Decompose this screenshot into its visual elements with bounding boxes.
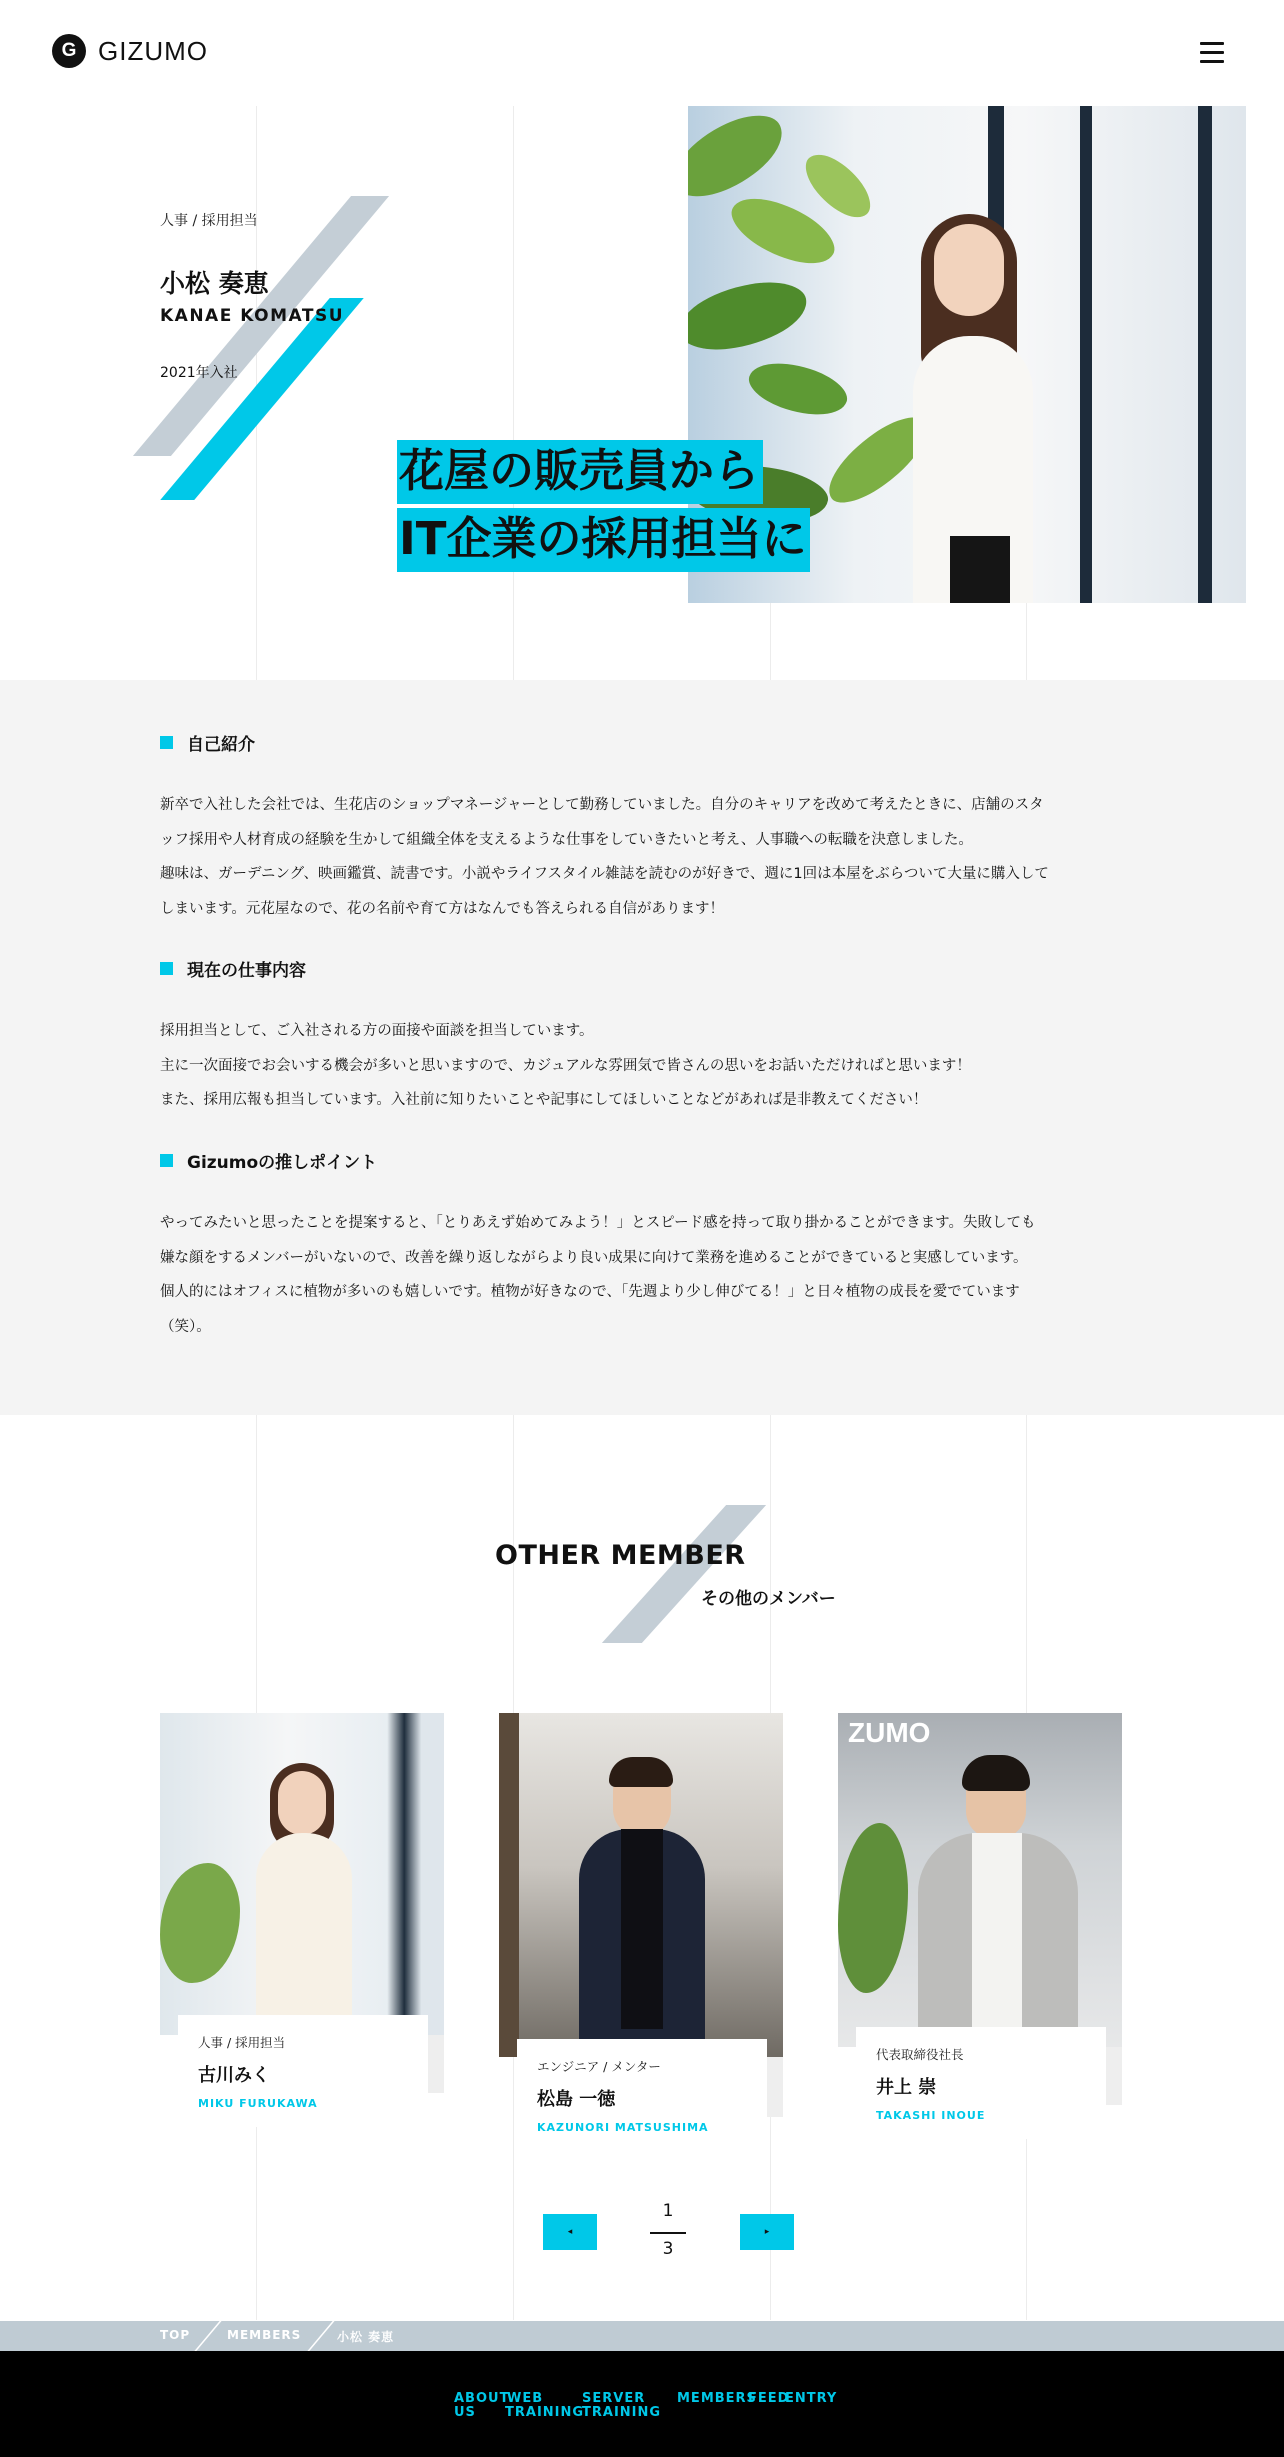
- body-line: 嫌な顔をするメンバーがいないので、改善を繰り返しながらより良い成果に向けて業務を進めることができていると実感しています。: [160, 1249, 1028, 1266]
- member-card[interactable]: [160, 1713, 460, 2148]
- member-role: エンジニア / メンター: [537, 2059, 661, 2074]
- logo-text: GIZUMO: [98, 35, 208, 66]
- body-line: ッフ採用や人材育成の経験を生かして組織全体を支えるような仕事をしていきたいと考え、人事職への転職を決意しました。: [160, 831, 973, 848]
- footer-link-server-training[interactable]: SERVER TRAINING: [582, 2391, 662, 2420]
- member-name: 古川みく: [198, 2065, 270, 2086]
- section-heading: 自己紹介: [160, 730, 255, 755]
- member-photo: [160, 1713, 444, 2035]
- hero-section: [0, 106, 1284, 680]
- prev-arrow-icon[interactable]: ◂: [543, 2214, 597, 2250]
- section-body: [160, 788, 1120, 926]
- pager-current: 1: [662, 2201, 674, 2221]
- member-name-roman: KAZUNORI MATSUSHIMA: [537, 2121, 709, 2134]
- footer-link-entry[interactable]: ENTRY: [785, 2391, 838, 2406]
- breadcrumb-members[interactable]: MEMBERS: [227, 2328, 302, 2342]
- section-heading: 現在の仕事内容: [160, 956, 306, 981]
- hero-joined-year: 2021年入社: [160, 365, 238, 381]
- footer-link-members[interactable]: MEMBERS: [677, 2391, 757, 2406]
- footer-link-web-training[interactable]: WEB TRAINING: [505, 2391, 585, 2420]
- site-footer: [0, 2351, 1284, 2457]
- footer-link-about-us[interactable]: ABOUT US: [454, 2391, 510, 2420]
- member-role: 人事 / 採用担当: [198, 2035, 286, 2050]
- member-card[interactable]: [499, 1713, 799, 2168]
- body-line: 個人的にはオフィスに植物が多いのも嬉しいです。植物が好きなので、「先週より少し伸びてる！」と日々植物の成長を愛でています: [160, 1284, 1020, 1300]
- hero-name: 小松 奏恵: [160, 269, 269, 298]
- site-header: [0, 0, 1284, 106]
- body-line: 新卒で入社した会社では、生花店のショップマネージャーとして勤務していました。自分のキャリアを改めて考えたときに、店舗のスタ: [160, 797, 1044, 813]
- profile-section: [0, 680, 1284, 1415]
- accent-stripe: [602, 1505, 766, 1643]
- section-heading: Gizumoの推しポイント: [160, 1148, 377, 1173]
- hamburger-icon[interactable]: [1200, 42, 1224, 64]
- pager-total: 3: [662, 2239, 674, 2259]
- body-line: 趣味は、ガーデニング、映画鑑賞、読書です。小説やライフスタイル雑誌を読むのが好きで、週に1回は本屋をぶらついて大量に購入して: [160, 866, 1049, 882]
- body-line: 主に一次面接でお会いする機会が多いと思いますので、カジュアルな雰囲気で皆さんの思いをお話いただければと思います！: [160, 1057, 971, 1074]
- member-name-roman: MIKU FURUKAWA: [198, 2097, 318, 2110]
- footer-link-feed[interactable]: FEED: [748, 2391, 790, 2406]
- member-name: 松島 一徳: [537, 2089, 616, 2110]
- other-member-title: OTHER MEMBER: [495, 1540, 746, 1571]
- member-label: [178, 2015, 428, 2127]
- member-card[interactable]: [838, 1713, 1138, 2158]
- section-body: [160, 1014, 1120, 1118]
- breadcrumb-separator: [194, 2321, 221, 2351]
- breadcrumb-current: 小松 奏恵: [337, 2330, 395, 2344]
- member-name-roman: TAKASHI INOUE: [876, 2109, 986, 2122]
- section-body: [160, 1206, 1120, 1344]
- body-line: しまいます。元花屋なので、花の名前や育て方はなんでも答えられる自信があります！: [160, 900, 725, 917]
- body-line: また、採用広報も担当しています。入社前に知りたいことや記事にしてほしいことなどがあれば是非教えてください！: [160, 1092, 928, 1108]
- body-line: （笑）。: [160, 1318, 211, 1335]
- member-photo: [499, 1713, 783, 2057]
- pager-divider: [650, 2232, 686, 2234]
- body-line: やってみたいと思ったことを提案すると、「とりあえず始めてみよう！」とスピード感を持って取り掛かることができます。失敗しても: [160, 1215, 1036, 1231]
- breadcrumb: [0, 2321, 1284, 2351]
- member-role: 代表取締役社長: [876, 2047, 964, 2062]
- catch-copy-line-1: 花屋の販売員から: [397, 440, 763, 504]
- hero-role: 人事 / 採用担当: [160, 213, 258, 229]
- member-name: 井上 崇: [876, 2077, 937, 2098]
- breadcrumb-separator: [307, 2321, 334, 2351]
- hero-name-roman: KANAE KOMATSU: [160, 306, 345, 326]
- member-photo: ZUMO: [838, 1713, 1122, 2047]
- body-line: 採用担当として、ご入社される方の面接や面談を担当しています。: [160, 1023, 594, 1039]
- member-label: [856, 2027, 1106, 2139]
- next-arrow-icon[interactable]: ▸: [740, 2214, 794, 2250]
- member-label: [517, 2039, 767, 2151]
- catch-copy-line-2: IT企業の採用担当に: [397, 508, 810, 572]
- breadcrumb-top[interactable]: TOP: [160, 2328, 191, 2342]
- logo-mark-icon: G: [52, 34, 86, 68]
- other-member-subtitle: その他のメンバー: [701, 1589, 836, 1609]
- site-logo[interactable]: [52, 34, 208, 68]
